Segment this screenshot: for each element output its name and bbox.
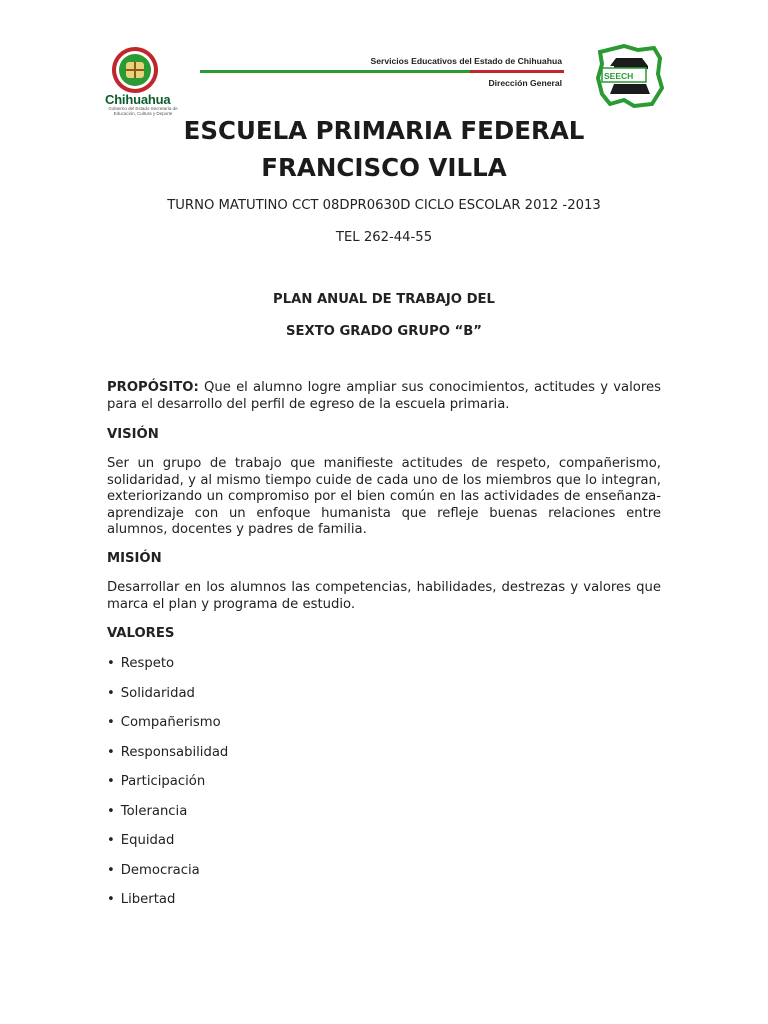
- valor-item: [107, 655, 228, 685]
- school-title: [100, 112, 668, 186]
- valor-item: [107, 744, 228, 774]
- bullet-icon: •: [107, 803, 115, 819]
- seech-logo-text: SEECH: [604, 71, 634, 81]
- bullet-icon: •: [107, 685, 115, 701]
- valor-item-label: Compañerismo: [120, 715, 221, 730]
- valor-item: [107, 773, 228, 803]
- proposito-text: Que el alumno logre ampliar sus conocimientos, actitudes y valores para el desarrollo del perfil de egreso de la escuela primaria.: [107, 380, 661, 412]
- turno-line: TURNO MATUTINO CCT 08DPR0630D CICLO ESCOLAR 2012 -2013: [167, 198, 601, 213]
- valor-item: [107, 832, 228, 862]
- valor-item-label: Respeto: [120, 656, 175, 671]
- bullet-icon: •: [107, 833, 115, 848]
- vision-heading: VISIÓN: [107, 427, 159, 442]
- seech-logo: [594, 44, 666, 110]
- bullet-icon: •: [107, 892, 115, 907]
- valor-item-label: Equidad: [120, 833, 175, 848]
- org-name: Servicios Educativos del Estado de Chihuahua: [370, 56, 562, 66]
- chihuahua-brand-text: Chihuahua: [105, 92, 171, 107]
- valor-item-label: Solidaridad: [120, 685, 195, 701]
- telephone-line: TEL 262-44-55: [335, 230, 433, 245]
- valores-heading: VALORES: [107, 626, 175, 641]
- valor-item-label: Responsabilidad: [120, 744, 229, 760]
- valor-item: [107, 891, 228, 921]
- valor-item-label: Tolerancia: [120, 803, 188, 819]
- valor-item: [107, 803, 228, 833]
- bullet-icon: •: [107, 744, 115, 760]
- valor-item-label: Democracia: [120, 862, 200, 878]
- plan-title-line2: SEXTO GRADO GRUPO “B”: [286, 324, 482, 339]
- school-title-line1: ESCUELA PRIMARIA FEDERAL: [183, 116, 585, 145]
- chihuahua-brand-subtitle: Gobierno del Estado Secretaría de Educación, Cultura y Deporte: [108, 106, 178, 116]
- bullet-icon: •: [107, 715, 115, 730]
- vision-paragraph: Ser un grupo de trabajo que manifieste actitudes de respeto, compañerismo, solidaridad, y al mismo tiempo cuide de cada uno de los miembros que lo integran, exteriorizando un compromiso por el bien común en las actividades de enseñanza-aprendizaje con un enfoque humanista que refleje buenas relaciones entre alumnos, docentes y padres de familia.: [107, 456, 661, 538]
- bullet-icon: •: [107, 862, 115, 878]
- valor-item-label: Libertad: [120, 892, 176, 907]
- school-title-line2: FRANCISCO VILLA: [261, 153, 507, 182]
- valor-item: [107, 862, 228, 892]
- plan-title-line1: PLAN ANUAL DE TRABAJO DEL: [273, 292, 495, 307]
- bullet-icon: •: [107, 656, 115, 671]
- department-name: Dirección General: [488, 78, 562, 88]
- mision-paragraph: Desarrollar en los alumnos las competencias, habilidades, destrezas y valores que marca el plan y programa de estudio.: [107, 580, 661, 612]
- proposito-label: PROPÓSITO:: [107, 380, 199, 395]
- valor-item-label: Participación: [120, 774, 206, 789]
- valor-item: [107, 685, 228, 715]
- header-rule-red: [470, 70, 564, 73]
- proposito-paragraph: [107, 380, 661, 413]
- valor-item: [107, 714, 228, 744]
- chihuahua-emblem-icon: [102, 44, 174, 94]
- valores-list: [107, 655, 228, 921]
- bullet-icon: •: [107, 774, 115, 789]
- mision-heading: MISIÓN: [107, 551, 162, 566]
